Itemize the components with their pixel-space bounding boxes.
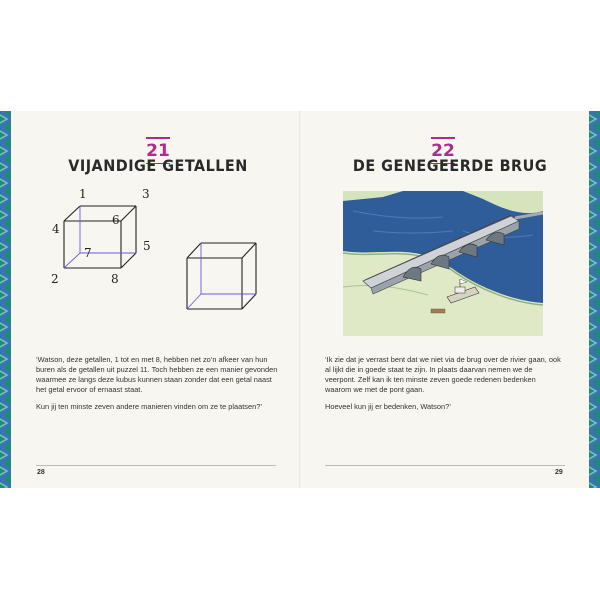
bridge-illustration bbox=[343, 191, 543, 336]
cube-label-5: 5 bbox=[143, 239, 151, 253]
left-paragraph-2: Kun jij ten minste zeven andere manieren vinden om ze te plaatsen?’ bbox=[36, 402, 262, 411]
cube-label-2: 2 bbox=[51, 272, 59, 286]
left-paragraph-1: ‘Watson, deze getallen, 1 tot en met 8, hebben net zo’n afkeer van hun buren als de getallen uit puzzel 11. Toch hebben ze een manier gevonden waarmee ze langs deze kubus kunnen staan zonder dat een getal naast het getal ervoor of ernaast staat. bbox=[36, 355, 278, 394]
cube-label-3: 3 bbox=[142, 187, 150, 201]
cube-label-1: 1 bbox=[79, 187, 87, 201]
cube-label-7: 7 bbox=[84, 246, 92, 260]
right-page-folio: 29 bbox=[555, 469, 563, 476]
puzzle-number-22: 22 bbox=[428, 137, 458, 164]
right-footer-rule bbox=[325, 465, 565, 466]
left-page-text bbox=[36, 355, 284, 419]
cube-label-6: 6 bbox=[112, 213, 120, 227]
right-page-text bbox=[325, 355, 561, 419]
right-paragraph-1: ‘Ik zie dat je verrast bent dat we niet via de brug over de rivier gaan, ook al lijkt die in goede staat te zijn. In plaats daarvan nemen we de veerpont. Zelf kan ik ten minste zeven goede redenen bedenken waarom we met de pont gaan. bbox=[325, 355, 561, 394]
empty-cube bbox=[187, 243, 256, 309]
cube-label-4: 4 bbox=[52, 222, 60, 236]
right-page-edge-pattern bbox=[589, 111, 600, 488]
left-page-folio: 28 bbox=[37, 469, 45, 476]
book-spread bbox=[0, 111, 600, 488]
left-page-title: VIJANDIGE GETALLEN bbox=[68, 156, 248, 175]
cube-diagrams bbox=[0, 111, 300, 341]
labeled-cube bbox=[64, 206, 136, 268]
left-footer-rule bbox=[36, 465, 276, 466]
right-paragraph-2: Hoeveel kun jij er bedenken, Watson?’ bbox=[325, 402, 451, 411]
puzzle-number-21: 21 bbox=[143, 137, 173, 164]
right-page-title: DE GENEGEERDE BRUG bbox=[352, 156, 548, 175]
cube-label-8: 8 bbox=[111, 272, 119, 286]
